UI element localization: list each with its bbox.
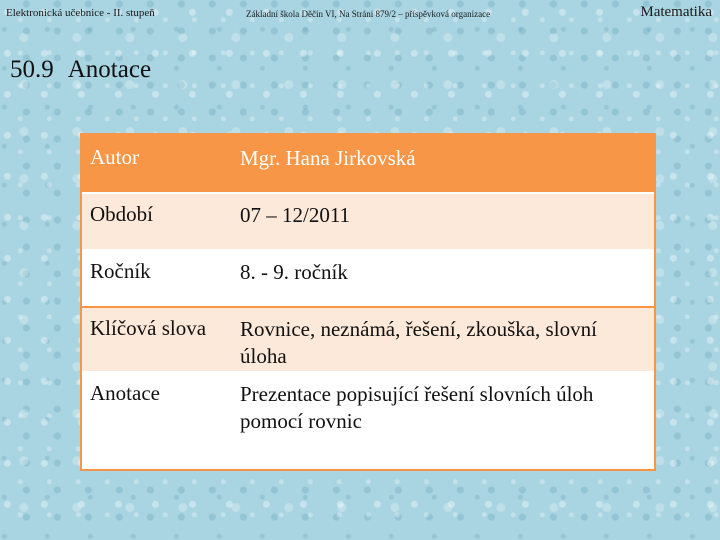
table-value: Mgr. Hana Jirkovská [240, 146, 416, 170]
table-key: Klíčová slova [90, 316, 207, 340]
table-key: Ročník [90, 259, 151, 283]
page-title-number: 50.9 [10, 56, 54, 83]
header-school-name: Základní škola Děčín VI, Na Stráni 879/2 – příspěvková organizace [246, 9, 491, 19]
table-row-author [82, 135, 654, 192]
header-subject: Matematika [640, 4, 712, 20]
table-row-keywords [82, 306, 654, 371]
page-title-text: Anotace [67, 56, 152, 83]
table-value: 07 – 12/2011 [240, 203, 351, 227]
table-row-annotation [82, 371, 654, 469]
table-key: Období [90, 202, 153, 226]
table-row-grade [82, 249, 654, 306]
table-key: Anotace [90, 381, 160, 405]
table-value: 8. - 9. ročník [240, 260, 348, 284]
header-course-title: Elektronická učebnice - II. stupeň [6, 7, 155, 19]
table-row-period [82, 192, 654, 249]
annotation-table [80, 133, 656, 471]
table-key: Autor [90, 145, 139, 169]
page-title [10, 56, 151, 84]
table-value: Prezentace popisující řešení slovních úloh pomocí rovnic [240, 382, 594, 433]
table-value: Rovnice, neznámá, řešení, zkouška, slovní úloha [240, 317, 597, 368]
